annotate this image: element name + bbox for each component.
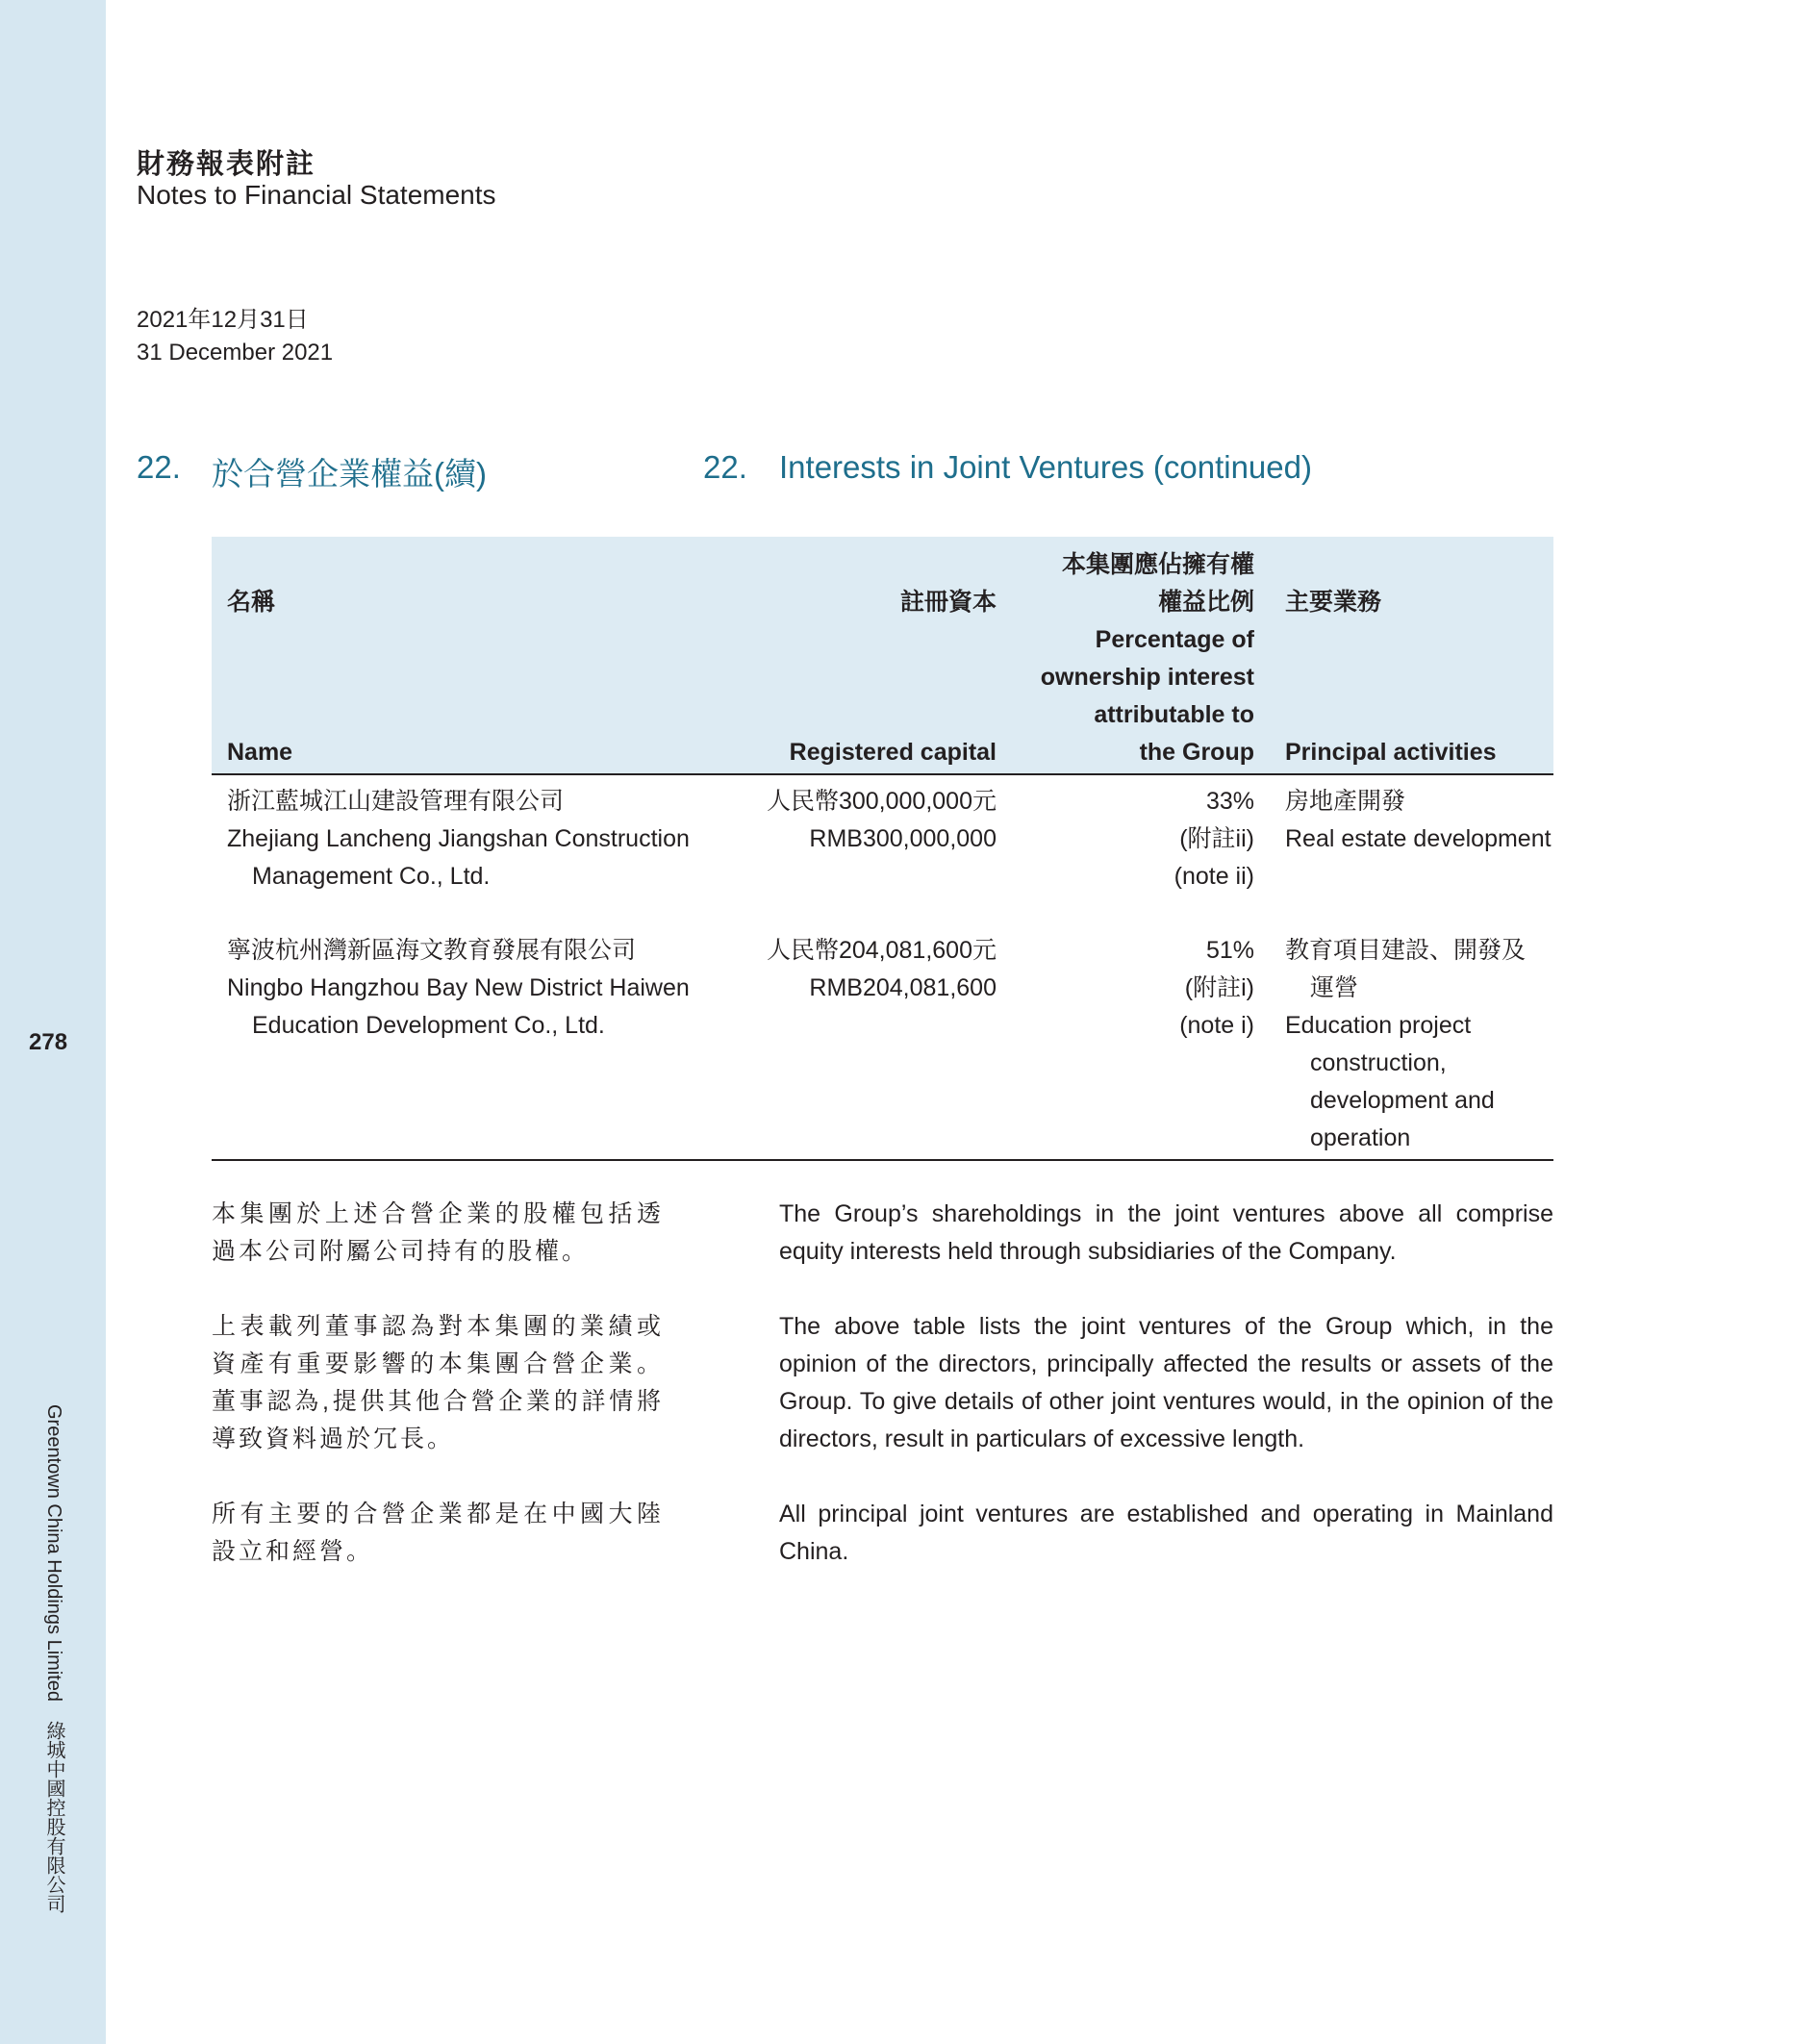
company-name-vertical (40, 1404, 68, 1927)
jv-name-zh: 浙江藍城江山建設管理有限公司 (227, 788, 565, 815)
activity-en-cont-3: operation (1310, 1124, 1411, 1151)
jv-name-en-cont: Education Development Co., Ltd. (252, 1012, 605, 1039)
jv-name-en: Zhejiang Lancheng Jiangshan Construction (227, 825, 690, 852)
joint-ventures-table (212, 537, 1553, 1161)
capital-en: RMB204,081,600 (809, 974, 997, 1001)
page-number: 278 (29, 1029, 68, 1055)
header-title-zh: 財務報表附註 (137, 147, 316, 180)
jv-name-en: Ningbo Hangzhou Bay New District Haiwen (227, 974, 690, 1001)
jv-name-zh: 寧波杭州灣新區海文教育發展有限公司 (227, 937, 637, 964)
section-number-zh: 22. (137, 449, 181, 485)
section-title-zh: 於合營企業權益(續) (212, 456, 487, 492)
section-title-en: Interests in Joint Ventures (continued) (779, 449, 1312, 485)
header-pct-en-1: Percentage of (1095, 626, 1254, 653)
header-activity-zh: 主要業務 (1285, 589, 1382, 616)
capital-zh: 人民幣300,000,000元 (766, 788, 997, 815)
paragraph-1-zh: 本集團於上述合營企業的股權包括透過本公司附屬公司持有的股權。 (212, 1200, 664, 1265)
header-activity-en: Principal activities (1254, 734, 1553, 774)
note-zh: (附註i) (1184, 974, 1254, 1001)
header-capital-zh: 註冊資本 (899, 589, 997, 616)
section-number-en: 22. (703, 449, 747, 485)
ownership-pct: 51% (1205, 937, 1254, 964)
note-en: (note ii) (1173, 863, 1254, 890)
activity-zh: 房地產開發 (1285, 788, 1406, 815)
date-en: 31 December 2021 (137, 340, 334, 366)
activity-en-cont-1: construction, (1310, 1049, 1447, 1076)
paragraph-1-en: The Group’s shareholdings in the joint ventures above all comprise equity interests held through subsidiaries of the Company. (779, 1200, 1553, 1265)
capital-en: RMB300,000,000 (809, 825, 997, 852)
note-en: (note i) (1179, 1012, 1254, 1039)
header-pct-en-4: the Group (997, 734, 1254, 774)
company-name-en: Greentown China Holdings Limited (43, 1404, 64, 1703)
header-pct-en-2: ownership interest (1040, 664, 1254, 691)
company-name-zh: 綠城中國控股有限公司 (43, 1720, 64, 1913)
table-header-row (212, 537, 1553, 734)
header-pct-en-3: attributable to (1094, 701, 1254, 728)
date-zh: 2021年12月31日 (137, 307, 309, 333)
paragraph-3-en: All principal joint ventures are established and operating in Mainland China. (779, 1501, 1553, 1565)
jv-name-en-cont: Management Co., Ltd. (252, 863, 491, 890)
header-name-zh: 名稱 (227, 589, 276, 616)
header-pct-zh-2: 權益比例 (1157, 589, 1254, 616)
paragraph-2-en: The above table lists the joint ventures of the Group which, in the opinion of the directors, principally affected the results or assets of the Group. To give details of other joint ventures would, in the opinion of the directors, result in particulars of excessive length. (779, 1313, 1553, 1452)
header-name-en: Name (212, 734, 722, 774)
header-title-en: Notes to Financial Statements (137, 180, 496, 210)
header-capital-en: Registered capital (722, 734, 997, 774)
table-row (212, 774, 1553, 932)
table-row (212, 932, 1553, 1160)
header-pct-zh-1: 本集團應佔擁有權 (1061, 551, 1254, 578)
note-zh: (附註ii) (1179, 825, 1254, 852)
activity-zh-cont: 運營 (1310, 974, 1359, 1001)
activity-en: Real estate development (1285, 825, 1552, 852)
capital-zh: 人民幣204,081,600元 (766, 937, 997, 964)
activity-zh: 教育項目建設、開發及 (1285, 937, 1527, 964)
activity-en: Education project (1285, 1012, 1472, 1039)
activity-en-cont-2: development and (1310, 1087, 1495, 1114)
ownership-pct: 33% (1205, 788, 1254, 815)
paragraph-2-zh: 上表載列董事認為對本集團的業績或資產有重要影響的本集團合營企業。董事認為,提供其他合營企業的詳情將導致資料過於冗長。 (212, 1313, 664, 1452)
paragraph-3-zh: 所有主要的合營企業都是在中國大陸設立和經營。 (212, 1501, 664, 1565)
